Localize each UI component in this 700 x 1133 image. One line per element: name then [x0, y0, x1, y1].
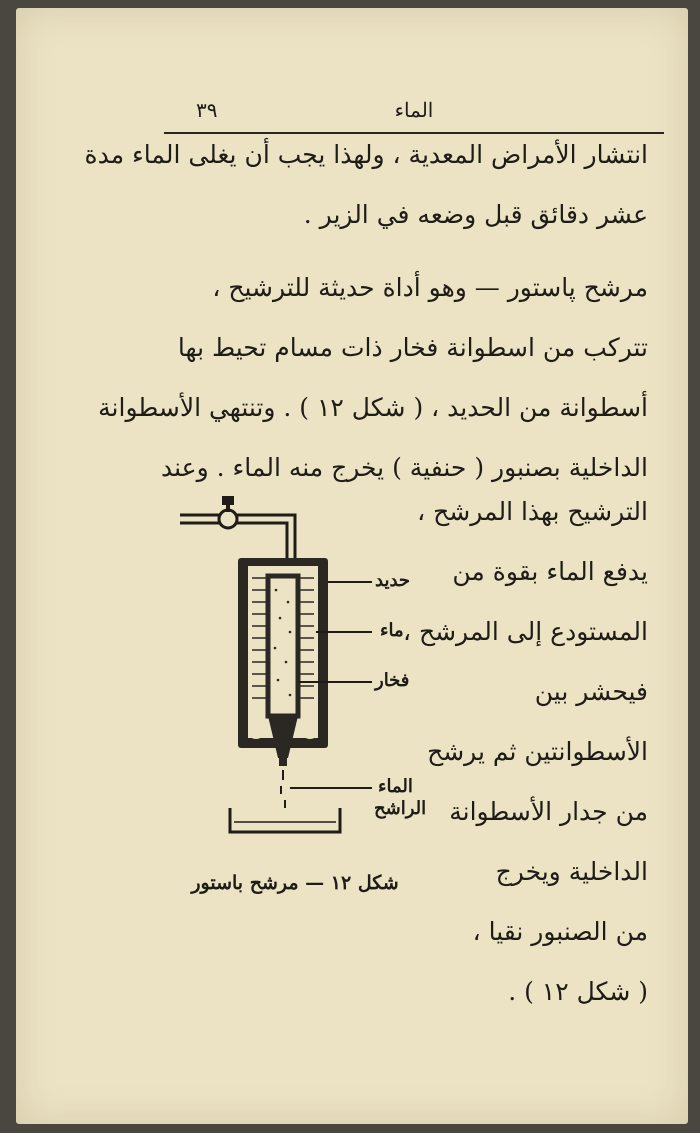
label-clay: فخار — [375, 670, 410, 691]
text-line: يدفع الماء بقوة من — [452, 557, 648, 586]
paragraph-1 — [84, 125, 648, 245]
label-water: ماء — [380, 620, 404, 641]
text-line: ( شكل ١٢ ) . — [508, 977, 648, 1006]
text-line: الترشيح بهذا المرشح ، — [417, 497, 648, 526]
figure-caption: شكل ١٢ — مرشح باستور — [191, 872, 399, 894]
label-filtered-water-1: الماء — [378, 776, 413, 797]
page-number: ٣٩ — [196, 98, 218, 122]
text-line: من جدار الأسطوانة — [449, 797, 648, 826]
pasteur-filter-figure — [150, 490, 440, 850]
text-line: تتركب من اسطوانة فخار ذات مسام تحيط بها — [177, 333, 648, 362]
text-line: انتشار الأمراض المعدية ، ولهذا يجب أن يغلى الماء مدة — [84, 140, 648, 169]
text-line: فيحشر بين — [534, 677, 648, 706]
text-line: عشر دقائق قبل وضعه في الزير . — [303, 200, 648, 229]
paragraph-2-continued — [402, 482, 648, 1022]
text-line: الداخلية ويخرج — [495, 857, 648, 886]
running-title: الماء — [394, 98, 434, 122]
text-line: الأسطوانتين ثم يرشح — [427, 737, 648, 766]
label-filtered-water-2: الراشح — [374, 798, 427, 819]
text-line: الداخلية بصنبور ( حنفية ) يخرج منه الماء . وعند — [161, 453, 648, 482]
label-iron: حديد — [375, 570, 411, 591]
text-line: أسطوانة من الحديد ، ( شكل ١٢ ) . وتنتهي الأسطوانة — [98, 393, 648, 422]
text-line: من الصنبور نقيا ، — [472, 917, 648, 946]
text-line: المستودع إلى المرشح ، — [402, 617, 648, 646]
text-line: مرشح پاستور — وهو أداة حديثة للترشيح ، — [212, 273, 648, 302]
paragraph-2 — [98, 258, 648, 498]
